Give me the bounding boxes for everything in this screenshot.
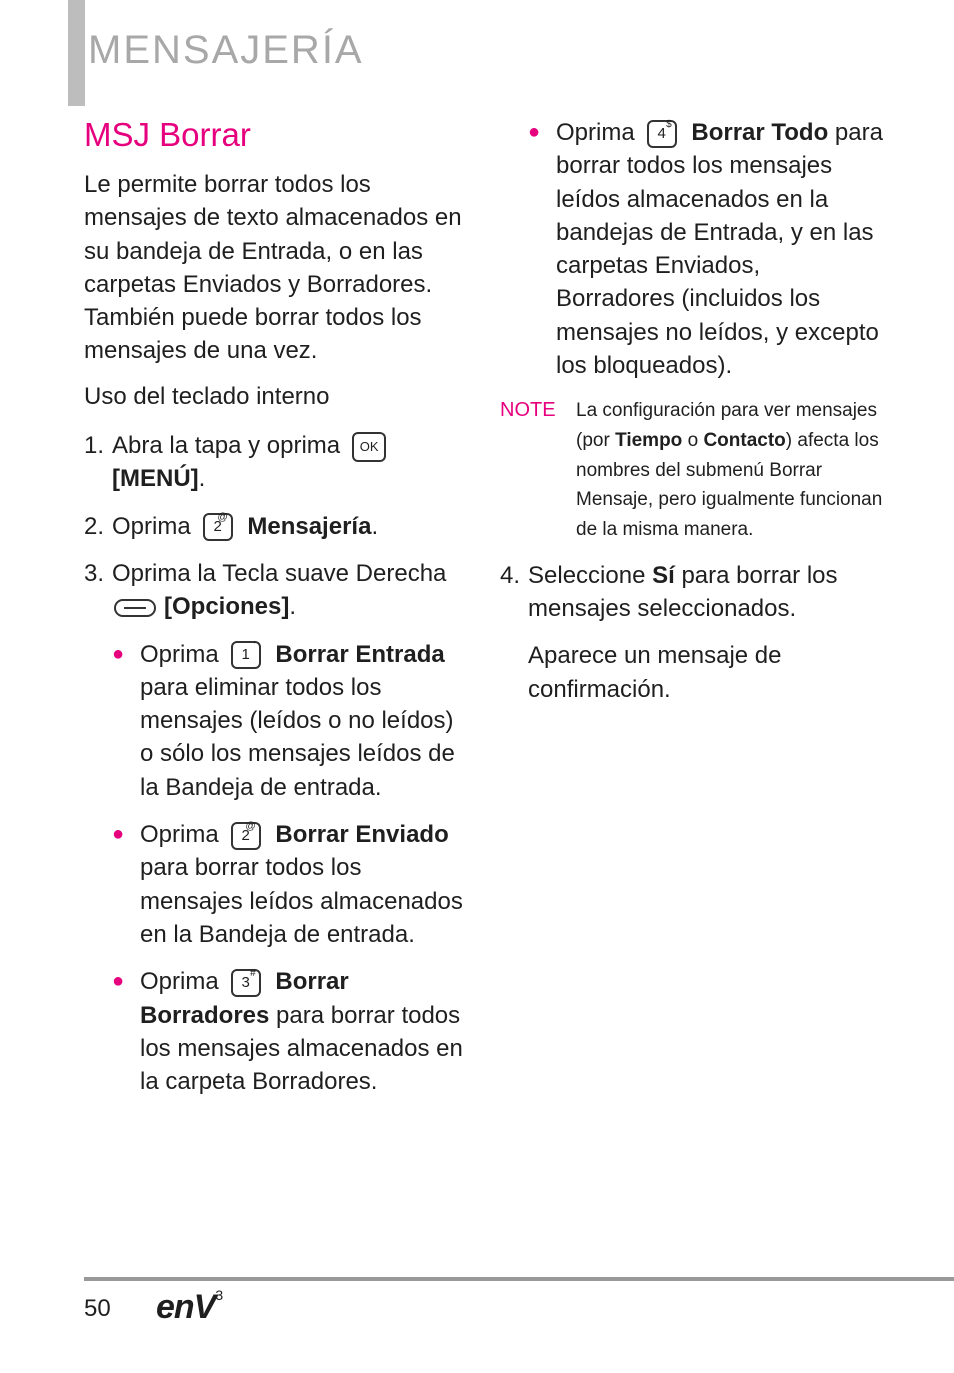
step-bold: [Opciones] <box>164 593 290 621</box>
key-3-icon: 3 # <box>231 969 261 997</box>
step-text: Oprima <box>112 512 191 540</box>
chapter-title: MENSAJERÍA <box>88 28 364 72</box>
footer-divider <box>84 1277 954 1281</box>
bullet-icon: ● <box>112 642 125 665</box>
right-column <box>500 116 885 720</box>
step-bold: Mensajería <box>247 512 372 540</box>
step-1: 1. Abra la tapa y oprima OK [MENÚ]. <box>84 429 464 496</box>
bullet-borrar-entrada: ● Oprima 1 ' Borrar Entrada para eliminar todos los mensajes (leídos o no leídos) o sólo los mensajes leídos de la Bandeja de entrada. <box>112 638 464 804</box>
bullet-icon: ● <box>112 823 125 846</box>
env-logo: enV$^3$ <box>156 1287 223 1326</box>
key-2-icon: 2 @ <box>203 513 233 541</box>
key-1-icon: 1 ' <box>231 641 261 669</box>
chapter-tab-bar <box>68 0 85 106</box>
note-box <box>500 396 885 545</box>
step-number: 1. <box>84 432 105 460</box>
step-number: 2. <box>84 512 105 540</box>
step-2: 2. Oprima 2 @ Mensajería. <box>84 510 464 543</box>
ok-key-icon: OK <box>352 432 386 462</box>
intro-paragraph: Le permite borrar todos los mensajes de texto almacenados en su bandeja de Entrada, o en las carpetas Enviados y Borradores. También puede borrar todos los mensajes de una vez. <box>84 171 462 365</box>
section-title: MSJ Borrar <box>84 116 251 153</box>
bullet-borrar-borradores: ● Oprima 3 # Borrar Borradores para borrar todos los mensajes almacenados en la carpeta Borradores. <box>112 965 464 1098</box>
note-text: La configuración para ver mensajes (por Tiempo o Contacto) afecta los nombres del submenú Borrar Mensaje, pero igualmente funcionan de la misma manera. <box>576 400 883 541</box>
bullet-borrar-todo: ● Oprima 4 $ Borrar Todo para borrar todos los mensajes leídos almacenados en la bandejas de Entrada, y en las carpetas Enviados, Borradores (incluidos los mensajes no leídos, y excepto los bloqueados). <box>528 116 885 382</box>
left-column <box>84 168 464 1112</box>
step-number: 4. <box>500 561 521 589</box>
confirmation-text: Aparece un mensaje de confirmación. <box>528 642 782 703</box>
step-bold: [MENÚ] <box>112 465 199 493</box>
step-number: 3. <box>84 559 105 587</box>
step-text: Oprima la Tecla suave Derecha <box>112 559 447 587</box>
note-label: NOTE <box>500 399 556 422</box>
key-4-icon: 4 $ <box>647 120 677 148</box>
bullet-borrar-enviado: ● Oprima 2 @ Borrar Enviado para borrar todos los mensajes leídos almacenados en la Bandeja de entrada. <box>112 818 464 951</box>
step-3: 3. Oprima la Tecla suave Derecha [Opciones]. <box>84 557 464 624</box>
right-soft-key-icon <box>114 599 156 617</box>
key-2-icon: 2 @ <box>231 822 261 850</box>
bullet-icon: ● <box>528 121 541 143</box>
step-text: Abra la tapa y oprima <box>112 432 341 460</box>
bullet-icon: ● <box>112 970 125 993</box>
page-number: 50 <box>84 1295 111 1322</box>
step-4: 4. Seleccione Sí para borrar los mensajes seleccionados. <box>500 559 885 626</box>
subheading: Uso del teclado interno <box>84 382 330 410</box>
